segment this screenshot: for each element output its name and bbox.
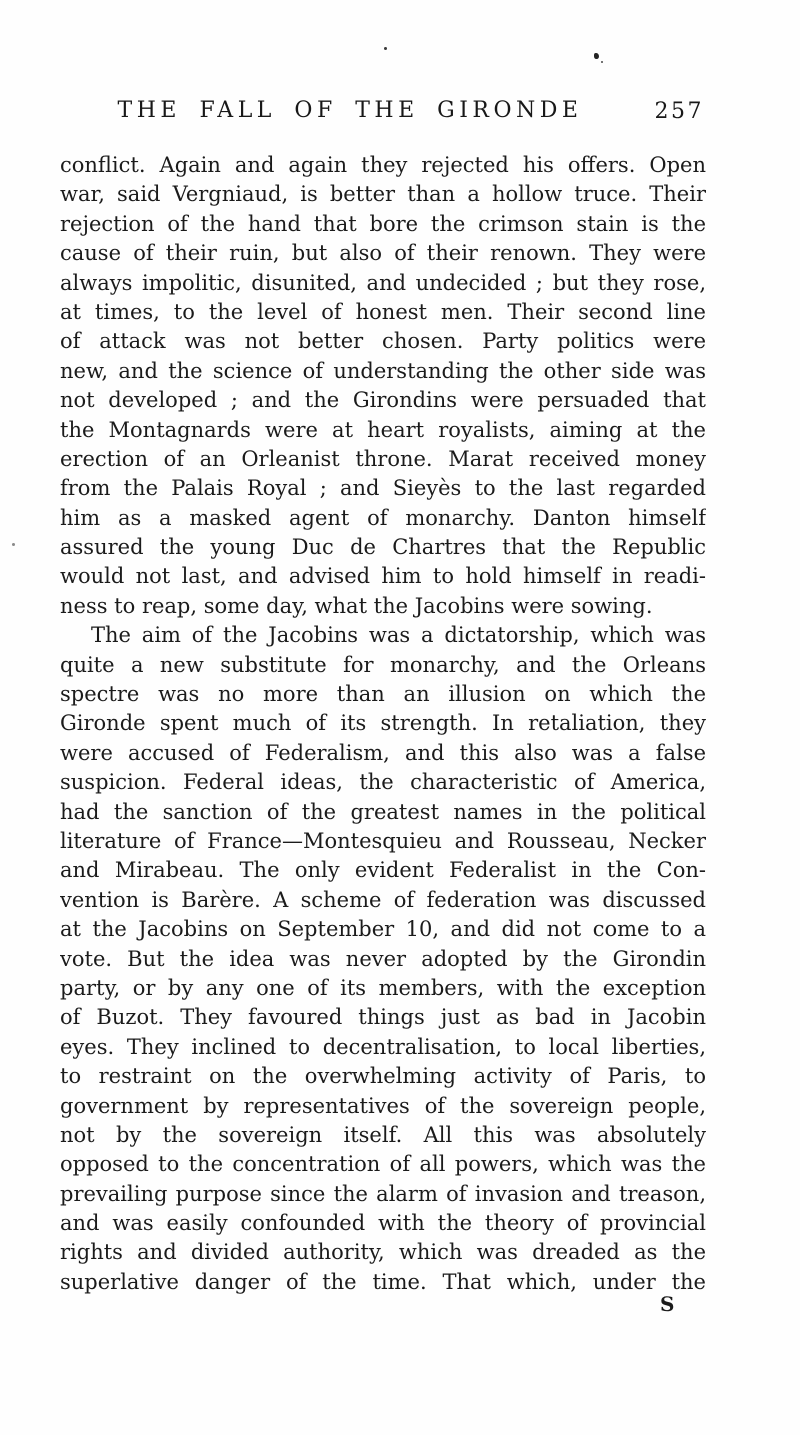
text-line: assured the young Duc de Chartres that the Republic — [60, 535, 706, 560]
scan-speck — [384, 47, 387, 50]
text-line: vote. But the idea was never adopted by the Girondin — [60, 946, 706, 971]
text-line: erection of an Orleanist throne. Marat received money — [60, 446, 706, 471]
text-line: eyes. They inclined to decentralisation, to local liberties, — [60, 1034, 706, 1059]
text-line: superlative danger of the time. That which, under the — [60, 1269, 706, 1294]
text-line: spectre was no more than an illusion on which the — [60, 682, 706, 707]
text-line: rejection of the hand that bore the crimson stain is the — [60, 211, 706, 236]
scan-speck — [601, 61, 603, 63]
text-line: government by representatives of the sovereign people, — [60, 1093, 706, 1118]
text-line: opposed to the concentration of all powers, which was the — [60, 1152, 706, 1177]
text-line: conflict. Again and again they rejected his offers. Open — [60, 153, 706, 177]
text-line: not developed ; and the Girondins were persuaded that — [60, 388, 706, 413]
text-line: always impolitic, disunited, and undecided ; but they rose, — [60, 270, 706, 295]
text-line: suspicion. Federal ideas, the characteristic of America, — [60, 770, 706, 795]
text-line: The aim of the Jacobins was a dictatorship, which was — [91, 623, 706, 648]
text-line: war, said Vergniaud, is better than a hollow truce. Their — [60, 182, 706, 207]
scan-speck — [594, 53, 599, 59]
text-line: had the sanction of the greatest names in the political — [60, 799, 706, 824]
text-line: of Buzot. They favoured things just as bad in Jacobin — [60, 1005, 706, 1030]
text-line: literature of France—Montesquieu and Rousseau, Necker — [60, 828, 706, 853]
text-line: him as a masked agent of monarchy. Danton himself — [60, 505, 706, 530]
text-line: from the Palais Royal ; and Sieyès to the last regarded — [60, 476, 706, 501]
text-line: cause of their ruin, but also of their renown. They were — [60, 241, 706, 266]
text-line: not by the sovereign itself. All this was absolutely — [60, 1122, 706, 1147]
text-line: new, and the science of understanding the other side was — [60, 358, 706, 383]
text-line: rights and divided authority, which was dreaded as the — [60, 1240, 706, 1265]
text-line: at times, to the level of honest men. Their second line — [60, 299, 706, 324]
text-line: were accused of Federalism, and this also was a false — [60, 740, 706, 765]
text-line: party, or by any one of its members, with the exception — [60, 975, 706, 1000]
running-header — [60, 98, 706, 128]
printer-signature-mark: S — [660, 1292, 676, 1316]
text-line: quite a new substitute for monarchy, and the Orleans — [60, 652, 706, 677]
text-line: and Mirabeau. The only evident Federalist in the Con- — [60, 858, 706, 883]
page-title: THE FALL OF THE GIRONDE — [117, 98, 583, 123]
body-text — [60, 151, 706, 1297]
text-line: vention is Barère. A scheme of federation was discussed — [60, 887, 706, 912]
text-line: the Montagnards were at heart royalists, aiming at the — [60, 417, 706, 442]
page-number: 257 — [654, 99, 704, 124]
text-line: to restraint on the overwhelming activity of Paris, to — [60, 1064, 706, 1089]
scan-speck — [12, 543, 15, 546]
text-line: at the Jacobins on September 10, and did not come to a — [60, 917, 706, 942]
text-line: and was easily confounded with the theory of provincial — [60, 1211, 706, 1236]
text-line: would not last, and advised him to hold himself in readi- — [60, 564, 706, 589]
text-line: Gironde spent much of its strength. In retaliation, they — [60, 711, 706, 736]
text-line: ness to reap, some day, what the Jacobins were sowing. — [60, 593, 653, 618]
text-line: prevailing purpose since the alarm of invasion and treason, — [60, 1181, 706, 1206]
text-line: of attack was not better chosen. Party politics were — [60, 329, 706, 354]
